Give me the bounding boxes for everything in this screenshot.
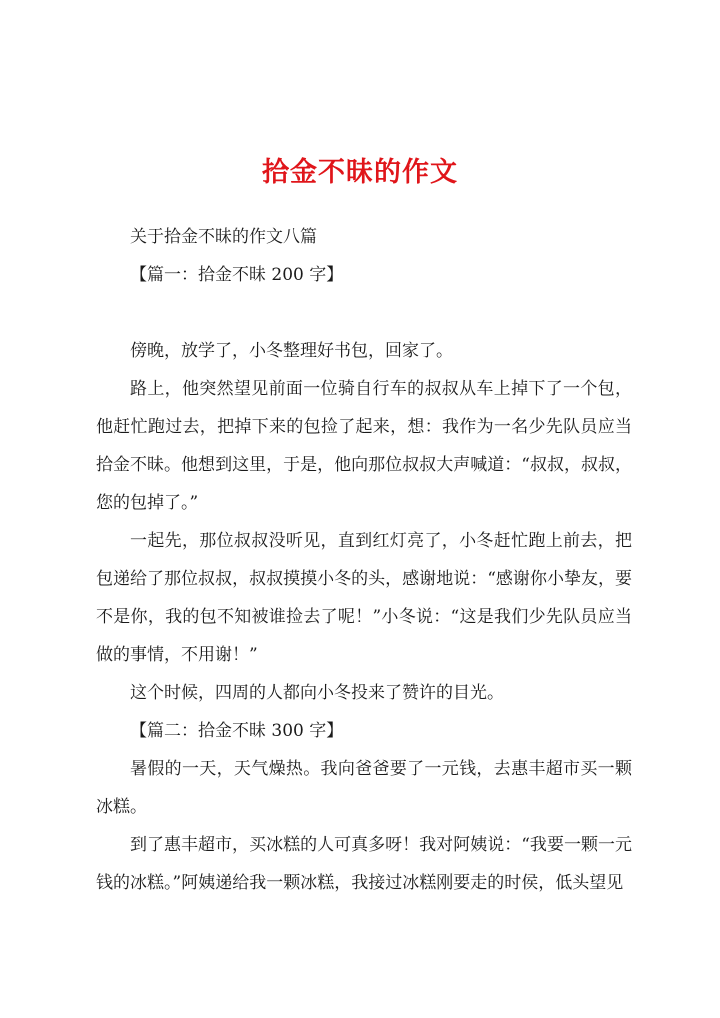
paragraph-1: 傍晚，放学了，小冬整理好书包，回家了。 xyxy=(130,341,453,361)
paragraph-6: 到了惠丰超市，买冰糕的人可真多呀！我对阿姨说：“我要一颗一元钱的冰糕。”阿姨递给我一颗冰糕，我接过冰糕刚要走的时侯，低头望见 xyxy=(96,835,632,893)
paragraph-4: 这个时候，四周的人都向小冬投来了赞许的目光。 xyxy=(130,683,504,703)
paragraph-2: 路上，他突然望见前面一位骑自行车的叔叔从车上掉下了一个包，他赶忙跑过去，把掉下来的包捡了起来，想：我作为一名少先队员应当拾金不昧。他想到这里，于是，他向那位叔叔大声喊道：“叔叔，叔叔，您的包掉了。” xyxy=(96,379,632,513)
paragraph-5: 暑假的一天，天气燥热。我向爸爸要了一元钱，去惠丰超市买一颗冰糕。 xyxy=(96,759,632,817)
document-title: 拾金不昧的作文 xyxy=(262,157,458,188)
section-heading-1: 【篇一：拾金不昧 200 字】 xyxy=(130,265,344,285)
section-heading-2: 【篇二：拾金不昧 300 字】 xyxy=(130,721,344,741)
document-subtitle: 关于拾金不昧的作文八篇 xyxy=(130,227,317,247)
paragraph-3: 一起先，那位叔叔没听见，直到红灯亮了，小冬赶忙跑上前去，把包递给了那位叔叔，叔叔摸摸小冬的头，感谢地说：“感谢你小挚友，要不是你，我的包不知被谁捡去了呢！”小冬说：“这是我们少先队员应当做的事情，不用谢！” xyxy=(96,531,632,665)
